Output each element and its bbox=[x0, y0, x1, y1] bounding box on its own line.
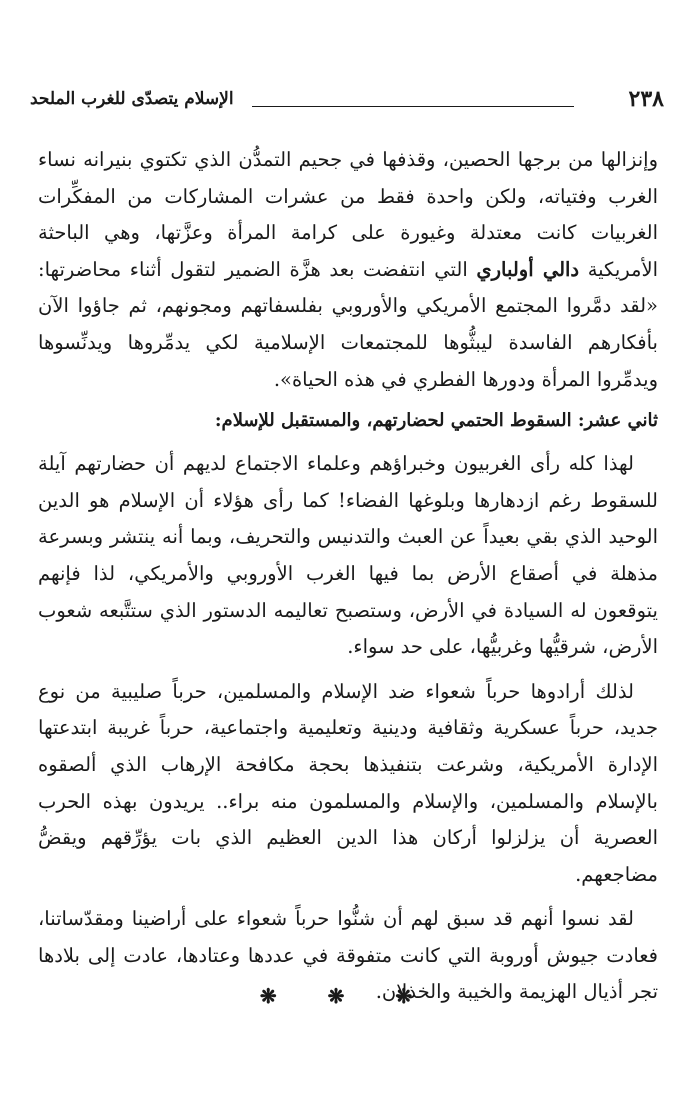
body-text bbox=[38, 142, 658, 1019]
page-number: ٢٣٨ bbox=[628, 86, 664, 112]
paragraph-text: التي انتفضت بعد هزَّة الضمير لتقول أثناء محاضرتها: «لقد دمَّروا المجتمع الأمريكي والأوروبي بفلسفاتهم ومجونهم، ثم جاؤوا الآن بأفكارهم الفاسدة ليبثُّوها للمجتمعات الإسلامية لكي يدمِّروها ويدنِّسوها ويدمِّروا المرأة ودورها الفطري في هذه الحياة». bbox=[38, 257, 658, 391]
paragraph bbox=[38, 142, 658, 398]
section-separator: ❋ ❋ ❋ bbox=[259, 984, 435, 1008]
paragraph-text: وإنزالها من برجها الحصين، وقذفها في جحيم التمدُّن الذي تكتوي بنيرانه نساء الغرب وفتياته، ولكن واحدة فقط من عشرات المشاركات من المفكِّرات الغربيات كانت معتدلة وغيورة على كرامة المرأة وعزَّتها، وهي الباحثة الأمريكية bbox=[38, 148, 658, 281]
running-title: الإسلام يتصدّى للغرب الملحد bbox=[30, 89, 234, 109]
running-header bbox=[30, 86, 664, 120]
paragraph: لذلك أرادوها حرباً شعواء ضد الإسلام والمسلمين، حرباً صليبية من نوع جديد، حرباً عسكرية وثقافية ودينية وتعليمية واجتماعية، حرباً غريبة ابتدعتها الإدارة الأمريكية، وشرعت بتنفيذها بحجة مكافحة الإرهاب الذي ألصقوه بالإسلام والمسلمين، والإسلام والمسلمون منه براء.. يريدون بهذه الحرب العصرية أن يزلزلوا أركان هذا الدين العظيم الذي بات يؤرِّقهم ويقضُّ مضاجعهم. bbox=[38, 679, 658, 886]
paragraph: لقد نسوا أنهم قد سبق لهم أن شنُّوا حرباً شعواء على أراضينا ومقدّساتنا، فعادت جيوش أوروبة التي كانت متفوقة في عددها وعتادها، عادت إلى بلادها تجر أذيال الهزيمة والخيبة والخذلان. bbox=[38, 907, 658, 1004]
paragraph: لهذا كله رأى الغربيون وخبراؤهم وعلماء الاجتماع لديهم أن حضارتهم آيلة للسقوط رغم ازدهارها وبلوغها الفضاء! كما رأى هؤلاء أن الإسلام هو الدين الوحيد الذي بقي بعيداً عن العبث والتدنيس والتحريف، وبما أنه ينتشر وبسرعة مذهلة في أصقاع الأرض بما فيها الغرب الأوروبي والأمريكي، لذا فإنهم يتوقعون له السيادة في الأرض، وستصبح تعاليمه الدستور الذي ستتَّبعه شعوب الأرض، شرقيُّها وغربيُّها، على حد سواء. bbox=[38, 452, 658, 659]
researcher-name: دالي أولباري bbox=[476, 257, 580, 281]
section-heading: ثاني عشر: السقوط الحتمي لحضارتهم، والمستقبل للإسلام: bbox=[214, 410, 658, 432]
header-rule bbox=[252, 106, 574, 107]
